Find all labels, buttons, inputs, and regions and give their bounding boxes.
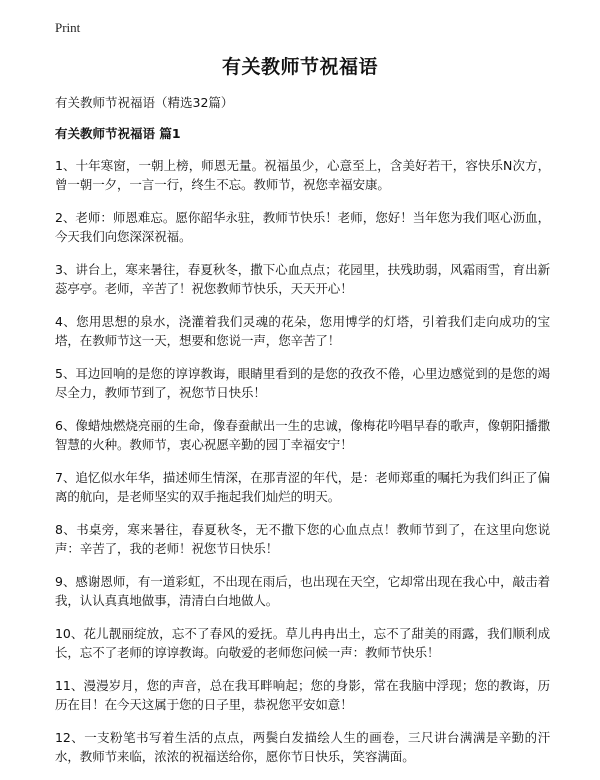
document-subtitle: 有关教师节祝福语（精选32篇）: [55, 95, 234, 110]
section-heading: 有关教师节祝福语 篇1: [55, 126, 181, 141]
paragraph-3: 3、讲台上，寒来暑往，春夏秋冬，撒下心血点点；花园里，扶残助弱，风霜雨雪，育出新蕊亭亭。老师，辛苦了！祝您教师节快乐，天天开心！: [55, 262, 550, 296]
paragraph-9: 9、感谢恩师，有一道彩虹，不出现在雨后，也出现在天空，它却常出现在我心中，敲击着我，认认真真地做事，清清白白地做人。: [55, 574, 550, 608]
paragraph-12: 12、一支粉笔书写着生活的点点，两鬓白发描绘人生的画卷，三尺讲台满满是辛勤的汗水，教师节来临，浓浓的祝福送给你，愿你节日快乐，笑容满面。: [55, 730, 550, 764]
paragraph-6: 6、像蜡烛燃烧亮丽的生命，像春蚕献出一生的忠诚，像梅花吟唱早春的歌声，像朝阳播撒智慧的火种。教师节，衷心祝愿辛勤的园丁幸福安宁！: [55, 418, 550, 452]
paragraph-7: 7、追忆似水年华，描述师生情深，在那青涩的年代，是：老师郑重的嘱托为我们纠正了偏离的航向，是老师坚实的双手拖起我们灿烂的明天。: [55, 470, 550, 504]
paragraph-8: 8、书桌旁，寒来暑往，春夏秋冬，无不撒下您的心血点点！教师节到了，在这里向您说声：辛苦了，我的老师！祝您节日快乐！: [55, 522, 550, 556]
paragraph-10: 10、花儿靓丽绽放，忘不了春风的爱抚。草儿冉冉出土，忘不了甜美的雨露，我们顺利成长，忘不了老师的谆谆教诲。向敬爱的老师您问候一声：教师节快乐！: [55, 626, 550, 660]
paragraph-5: 5、耳边回响的是您的谆谆教诲，眼睛里看到的是您的孜孜不倦，心里边感觉到的是您的竭尽全力，教师节到了，祝您节日快乐！: [55, 366, 550, 400]
paragraph-2: 2、老师：师恩难忘。愿你韶华永驻，教师节快乐！老师，您好！当年您为我们呕心沥血，今天我们向您深深祝福。: [55, 210, 550, 244]
paragraph-4: 4、您用思想的泉水，浇灌着我们灵魂的花朵，您用博学的灯塔，引着我们走向成功的宝塔，在教师节这一天，想要和您说一声，您辛苦了！: [55, 314, 550, 348]
page-title: 有关教师节祝福语: [221, 56, 378, 78]
paragraph-11: 11、漫漫岁月，您的声音，总在我耳畔响起；您的身影，常在我脑中浮现；您的教诲，历历在目！在今天这属于您的日子里，恭祝您平安如意！: [55, 678, 550, 712]
paragraph-1: 1、十年寒窗，一朝上榜，师恩无量。祝福虽少，心意至上，含美好若干，容快乐N次方，曾一朝一夕，一言一行，终生不忘。教师节，祝您幸福安康。: [55, 158, 550, 192]
document-body: [55, 94, 550, 780]
print-link[interactable]: Print: [55, 20, 81, 35]
